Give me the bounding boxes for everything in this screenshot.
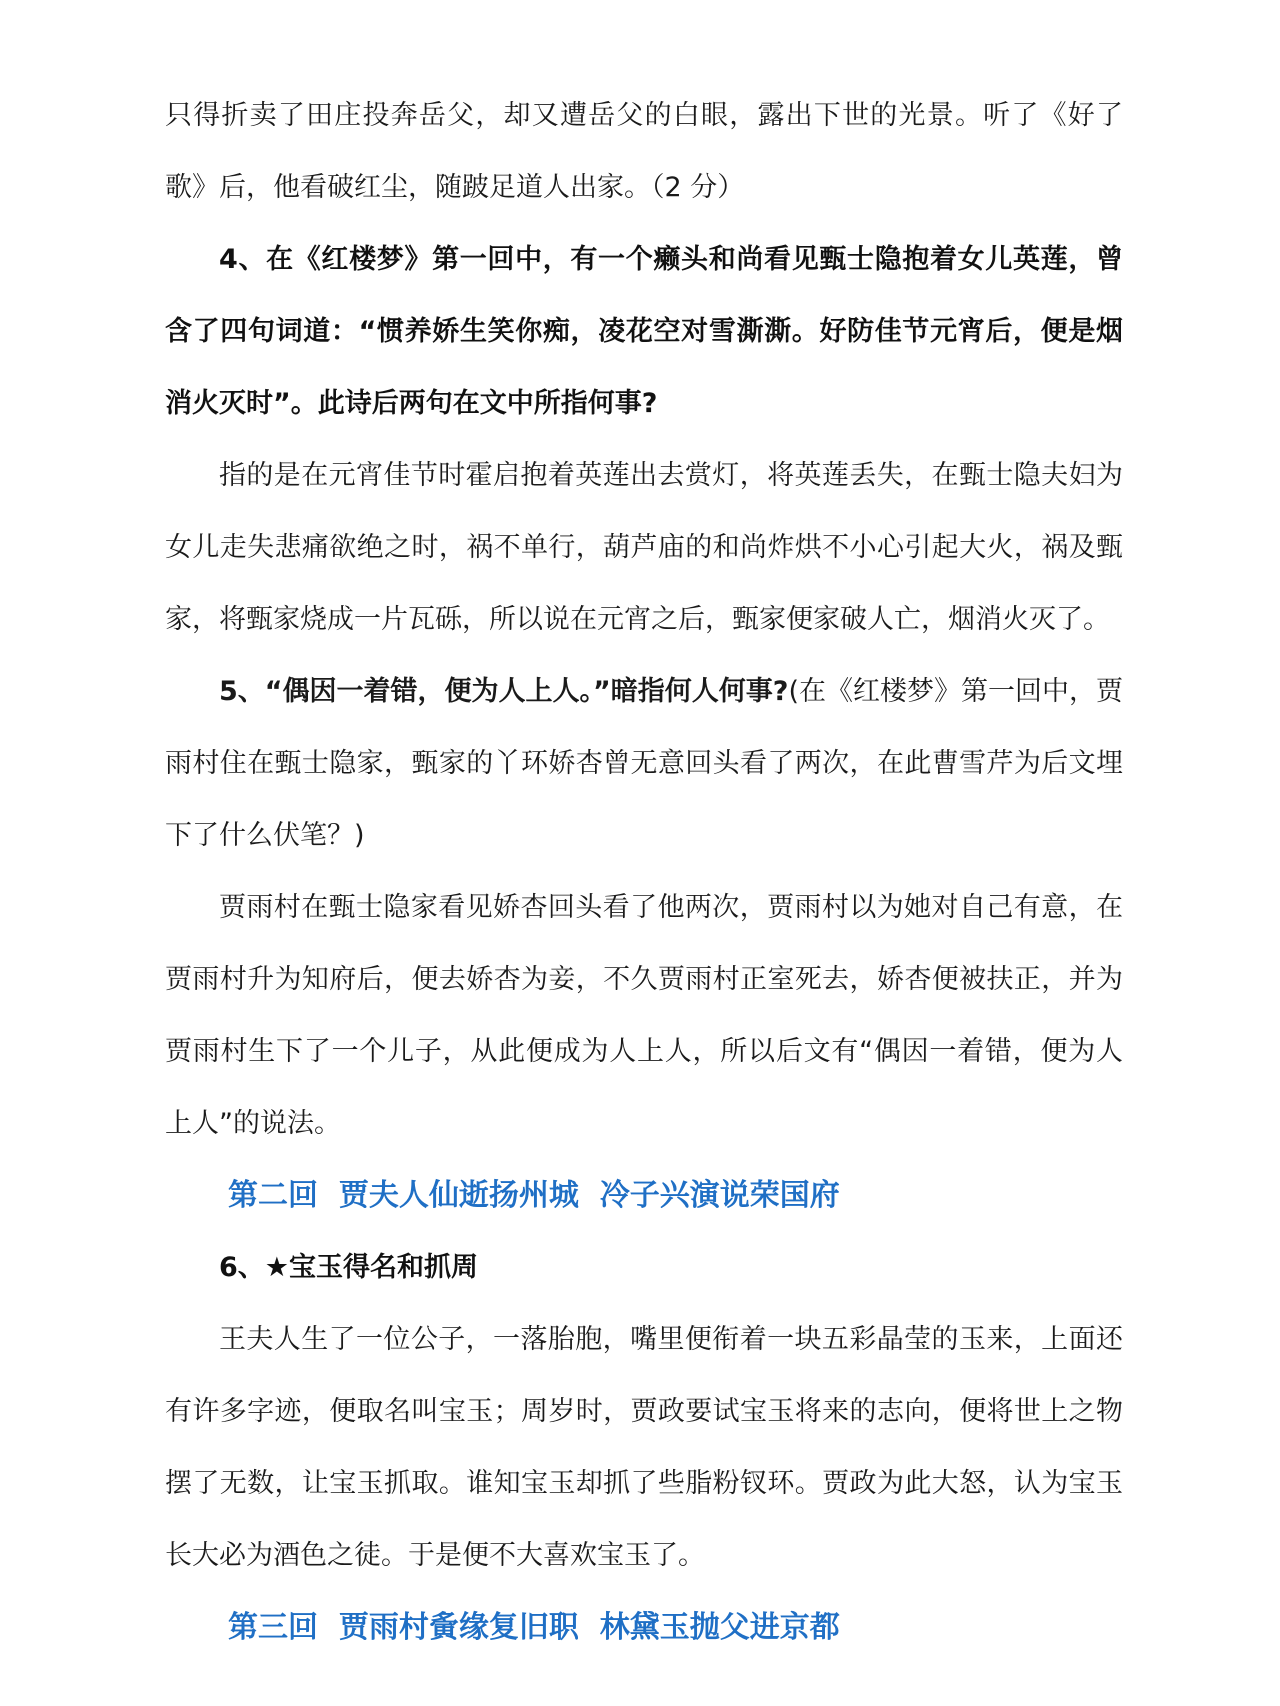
question-6: 6、★宝玉得名和抓周 — [219, 1252, 478, 1283]
question-5 — [165, 656, 1123, 872]
question-5-note: (在《红楼梦》第一回中，贾雨村住在甄士隐家，甄家的丫环娇杏曾无意回头看了两次，在此曹雪芹为后文埋下了什么伏笔？) — [165, 676, 1123, 851]
chapter-2-heading: 第二回 贾夫人仙逝扬州城 冷子兴演说荣国府 — [228, 1178, 840, 1213]
answer-5: 贾雨村在甄士隐家看见娇杏回头看了他两次，贾雨村以为她对自己有意，在贾雨村升为知府后，便去娇杏为妾，不久贾雨村正室死去，娇杏便被扶正，并为贾雨村生下了一个儿子，从此便成为人上人，所以后文有“偶因一着错，便为人上人”的说法。 — [165, 892, 1123, 1139]
question-5-title: 5、“偶因一着错，便为人上人。”暗指何人何事? — [219, 676, 789, 707]
answer-3-continued: 只得折卖了田庄投奔岳父，却又遭岳父的白眼，露出下世的光景。听了《好了歌》后，他看破红尘，随跛足道人出家。（2 分） — [165, 100, 1123, 203]
chapter-3-heading: 第三回 贾雨村夤缘复旧职 林黛玉抛父进京都 — [228, 1610, 840, 1645]
answer-4: 指的是在元宵佳节时霍启抱着英莲出去赏灯，将英莲丢失，在甄士隐夫妇为女儿走失悲痛欲绝之时，祸不单行，葫芦庙的和尚炸烘不小心引起大火，祸及甄家，将甄家烧成一片瓦砾，所以说在元宵之后，甄家便家破人亡，烟消火灭了。 — [165, 460, 1123, 635]
document-page — [165, 80, 1123, 1664]
question-4: 4、在《红楼梦》第一回中，有一个癞头和尚看见甄士隐抱着女儿英莲，曾含了四句词道：“惯养娇生笑你痴，凌花空对雪澌澌。好防佳节元宵后，便是烟消火灭时”。此诗后两句在文中所指何事? — [165, 244, 1123, 419]
answer-6: 王夫人生了一位公子，一落胎胞，嘴里便衔着一块五彩晶莹的玉来，上面还有许多字迹，便取名叫宝玉；周岁时，贾政要试宝玉将来的志向，便将世上之物摆了无数，让宝玉抓取。谁知宝玉却抓了些脂粉钗环。贾政为此大怒，认为宝玉长大必为酒色之徒。于是便不大喜欢宝玉了。 — [165, 1324, 1123, 1571]
